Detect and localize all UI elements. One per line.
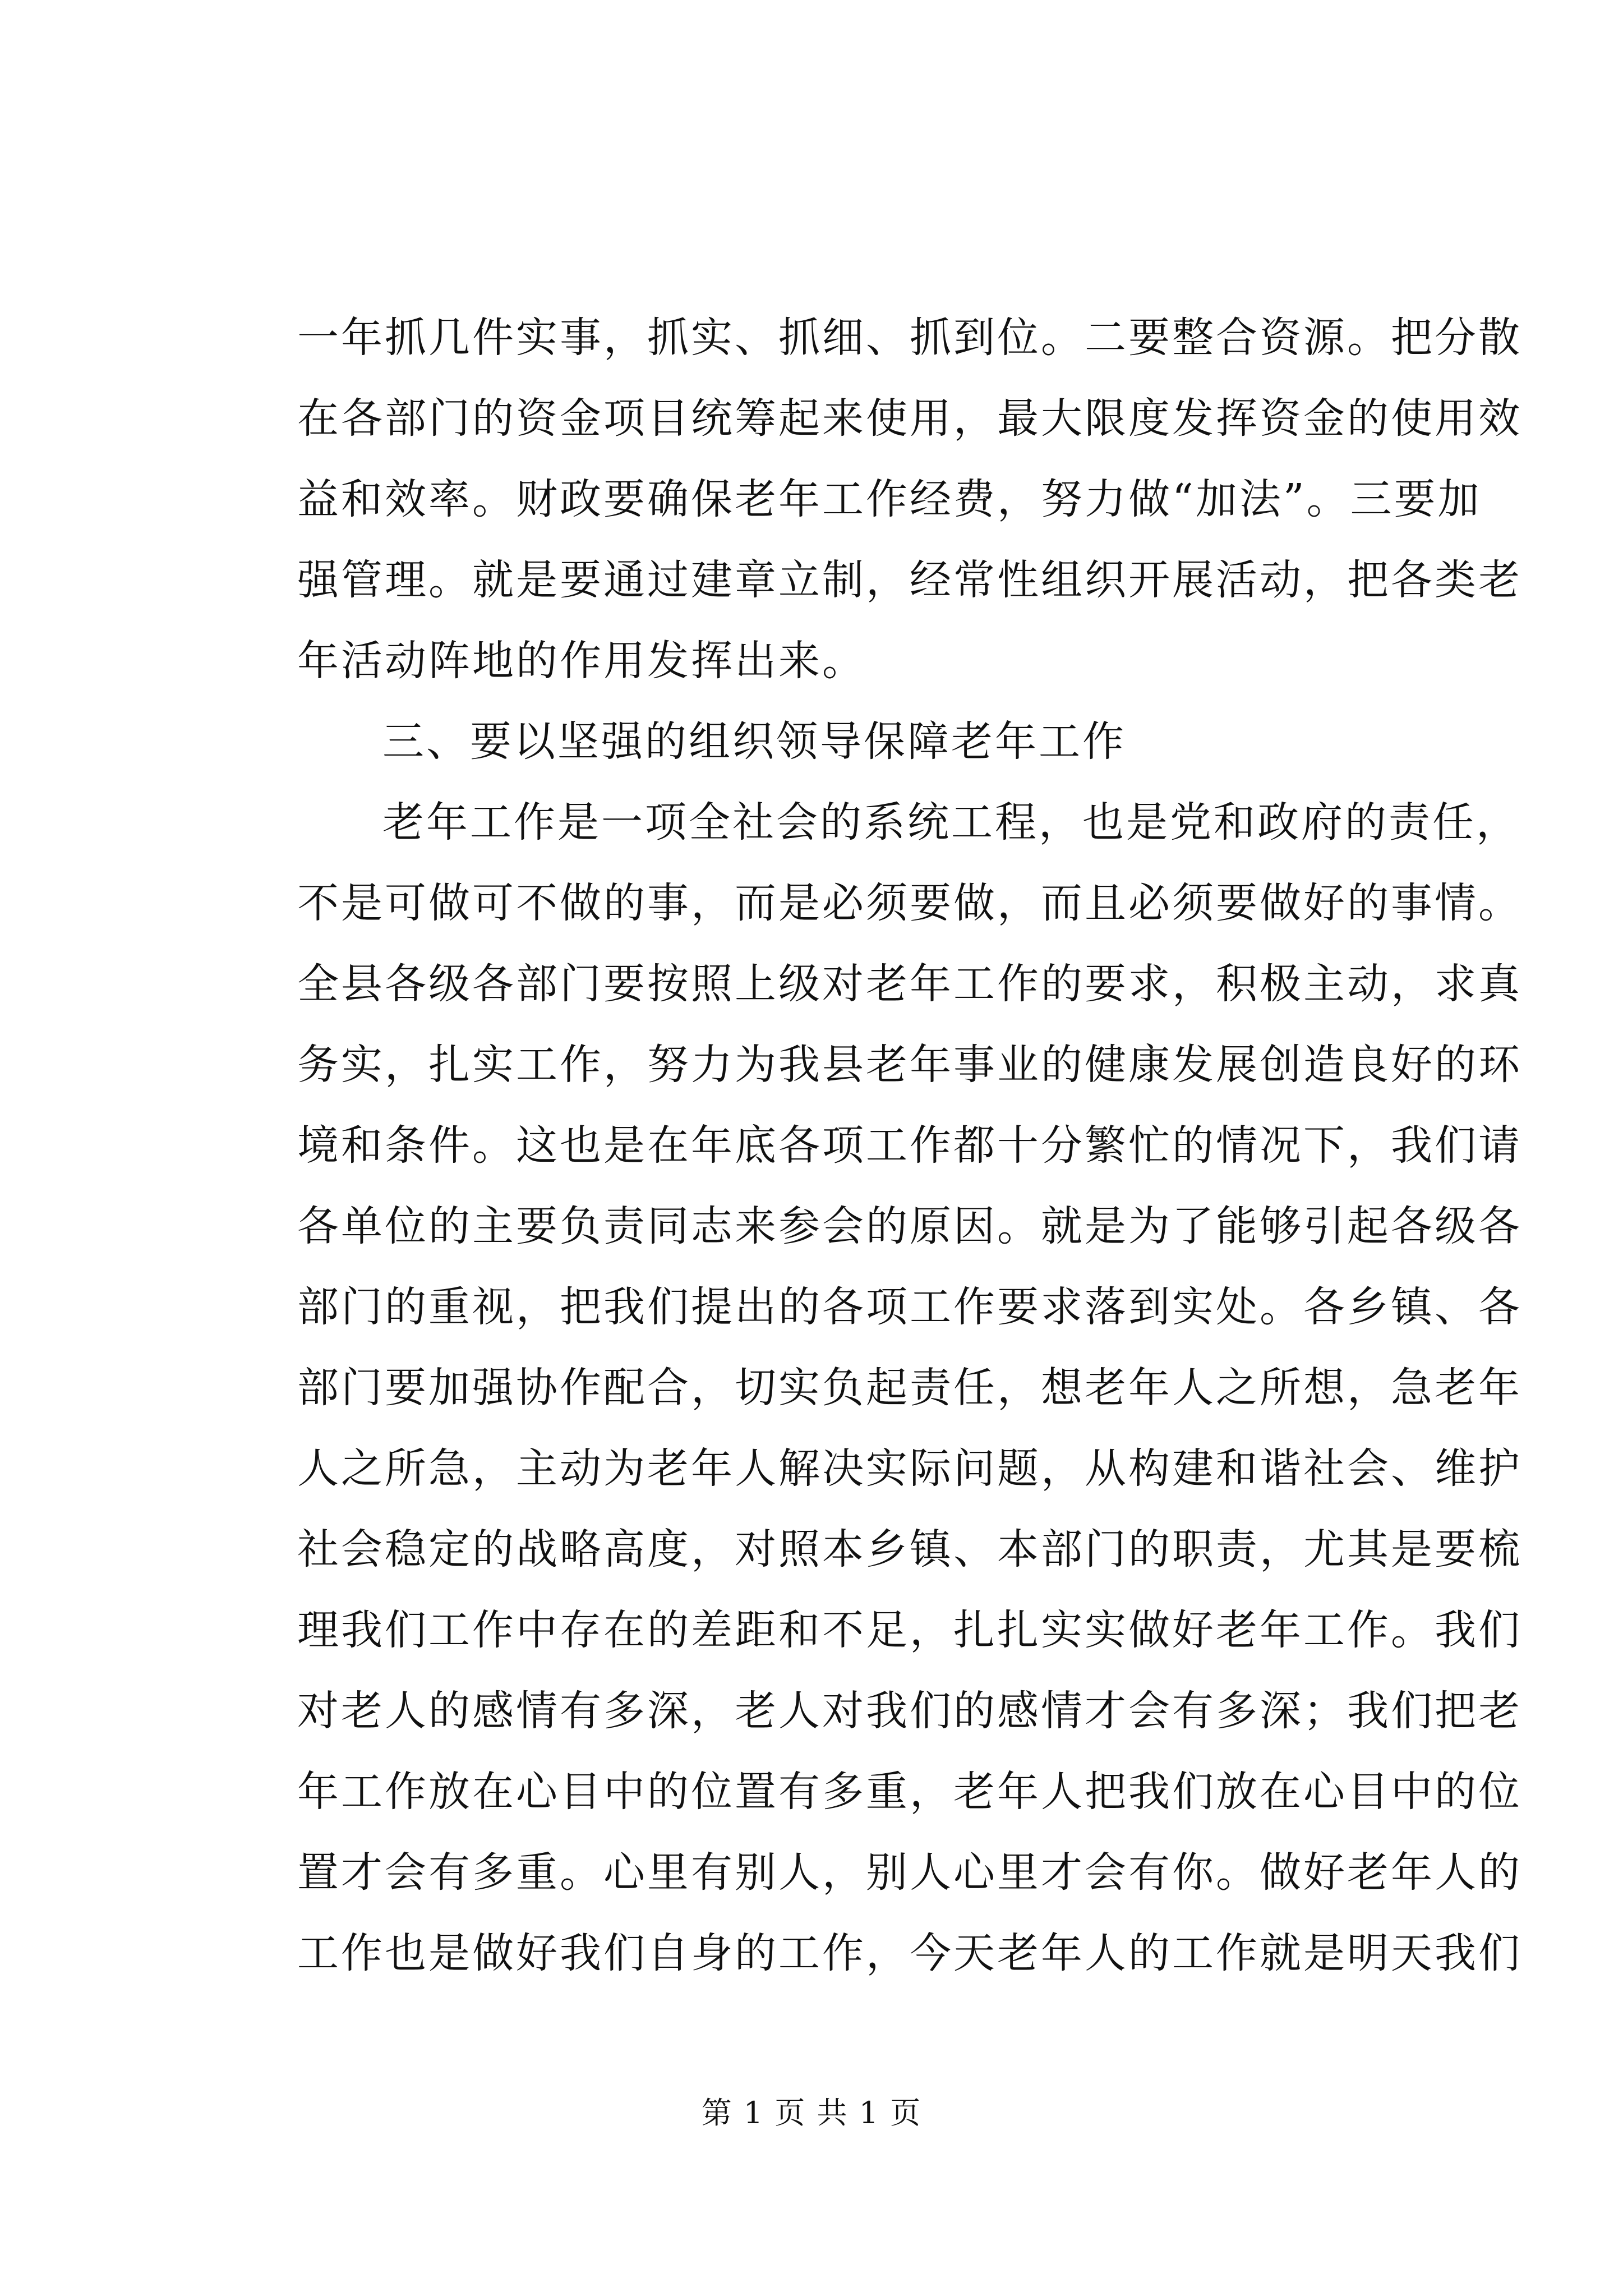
text-line: 务实，扎实工作，努力为我县老年事业的健康发展创造良好的环 xyxy=(297,1041,1522,1089)
text-line: 部门的重视，把我们提出的各项工作要求落到实处。各乡镇、各 xyxy=(297,1283,1522,1331)
text-line: 人之所急，主动为老年人解决实际问题，从构建和谐社会、维护 xyxy=(297,1444,1522,1493)
page-footer: 第 1 页 共 1 页 xyxy=(701,2095,922,2131)
text-line: 年工作放在心目中的位置有多重，老年人把我们放在心目中的位 xyxy=(297,1768,1522,1816)
body-text xyxy=(297,297,1522,1994)
text-line: 理我们工作中存在的差距和不足，扎扎实实做好老年工作。我们 xyxy=(297,1606,1522,1654)
text-line: 社会稳定的战略高度，对照本乡镇、本部门的职责，尤其是要梳 xyxy=(297,1525,1522,1573)
text-line: 不是可做可不做的事，而是必须要做，而且必须要做好的事情。 xyxy=(297,879,1522,927)
text-line: 部门要加强协作配合，切实负起责任，想老年人之所想，急老年 xyxy=(297,1364,1522,1412)
text-line: 各单位的主要负责同志来参会的原因。就是为了能够引起各级各 xyxy=(297,1202,1522,1250)
text-line: 益和效率。财政要确保老年工作经费，努力做“加法”。三要加 xyxy=(297,475,1482,523)
text-line: 一年抓几件实事，抓实、抓细、抓到位。二要整合资源。把分散 xyxy=(297,314,1522,362)
text-line: 境和条件。这也是在年底各项工作都十分繁忙的情况下，我们请 xyxy=(297,1121,1522,1170)
text-line: 置才会有多重。心里有别人，别人心里才会有你。做好老年人的 xyxy=(297,1848,1522,1897)
text-line: 对老人的感情有多深，老人对我们的感情才会有多深；我们把老 xyxy=(297,1687,1522,1735)
section-heading: 三、要以坚强的组织领导保障老年工作 xyxy=(382,717,1126,766)
text-line: 工作也是做好我们自身的工作，今天老年人的工作就是明天我们 xyxy=(297,1929,1522,1977)
text-line: 强管理。就是要通过建章立制，经常性组织开展活动，把各类老 xyxy=(297,556,1522,604)
text-line: 年活动阵地的作用发挥出来。 xyxy=(297,637,866,685)
text-line: 老年工作是一项全社会的系统工程，也是党和政府的责任， xyxy=(382,798,1520,846)
text-line: 全县各级各部门要按照上级对老年工作的要求，积极主动，求真 xyxy=(297,960,1522,1008)
text-line: 在各部门的资金项目统筹起来使用，最大限度发挥资金的使用效 xyxy=(297,394,1522,443)
